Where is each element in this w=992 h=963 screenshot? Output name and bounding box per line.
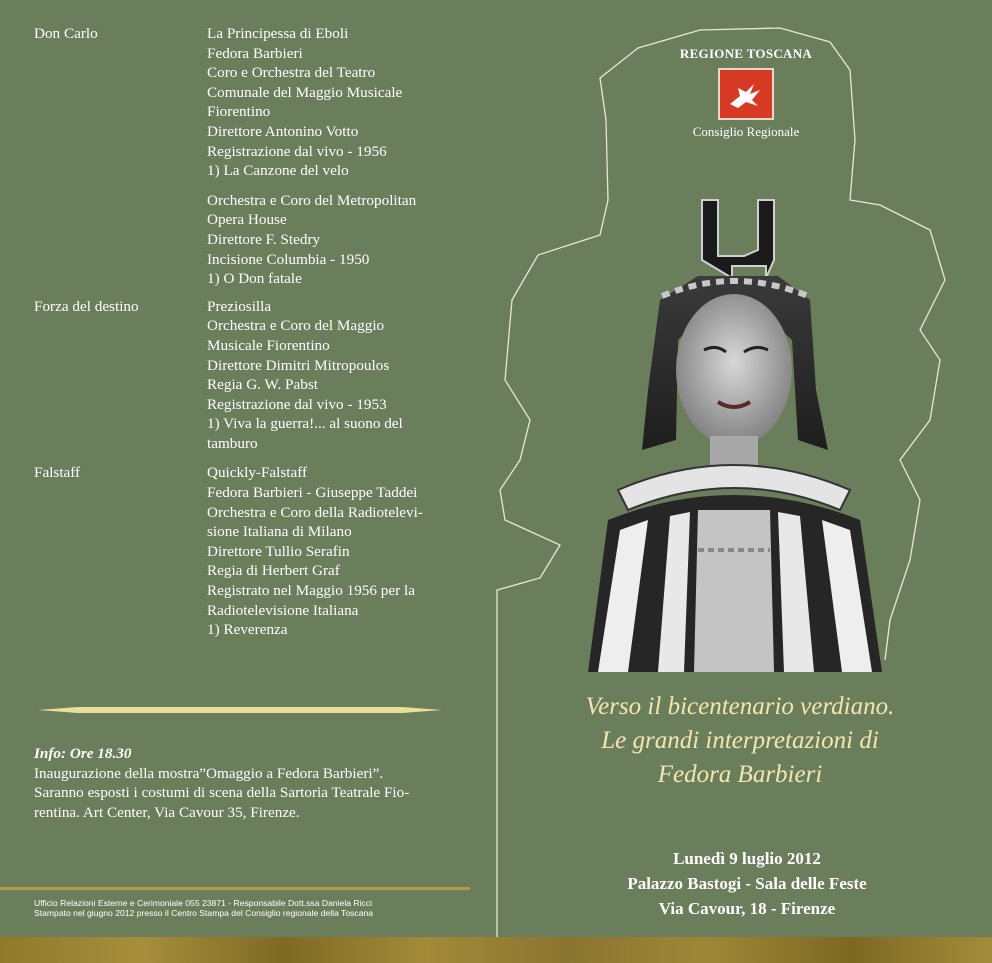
detail-line: 1) La Canzone del velo (207, 162, 349, 180)
regione-toscana-logo (660, 46, 832, 140)
info-line: Inaugurazione della mostra”Omaggio a Fedora Barbieri”. (34, 764, 384, 782)
detail-line: Fedora Barbieri (207, 44, 303, 62)
detail-line: Orchestra e Coro della Radiotelevi- (207, 503, 423, 521)
detail-line: Coro e Orchestra del Teatro (207, 64, 376, 82)
detail-line: Radiotelevisione Italiana (207, 601, 359, 619)
detail-line: Registrazione dal vivo - 1953 (207, 395, 387, 413)
detail-line: sione Italiana di Milano (207, 523, 352, 541)
detail-line: Registrato nel Maggio 1956 per la (207, 582, 415, 600)
region-council: Consiglio Regionale (692, 124, 800, 139)
detail-line: Orchestra e Coro del Metropolitan (207, 191, 417, 209)
detail-line: Orchestra e Coro del Maggio (207, 317, 385, 335)
fedora-barbieri-portrait (578, 190, 890, 672)
title-line: Verso il bicentenario verdiano. (585, 693, 895, 720)
opera-title: Don Carlo (34, 25, 98, 42)
opera-title: Falstaff (34, 464, 81, 482)
detail-line: 1) Viva la guerra!... al suono del (207, 415, 403, 433)
event-details (560, 846, 934, 921)
detail-line: Opera House (207, 211, 287, 229)
detail-line: Regia di Herbert Graf (207, 562, 340, 580)
event-date: Lunedì 9 luglio 2012 (673, 849, 821, 868)
detail-line: 1) O Don fatale (207, 270, 302, 288)
footer-line: Stampato nel giugno 2012 presso il Centro Stampa del Consiglio regionale della Toscana (34, 908, 374, 918)
info-line: Saranno esposti i costumi di scena della Sartoria Teatrale Fio- (34, 784, 410, 802)
detail-line: Direttore F. Stedry (207, 230, 321, 248)
detail-line: Regia G. W. Pabst (207, 376, 318, 394)
detail-line: Quickly-Falstaff (207, 464, 308, 482)
detail-line: Preziosilla (207, 297, 272, 315)
footer-line: Ufficio Relazioni Esterne e Cerimoniale 055 23871 - Responsabile Dott.ssa Daniela Ricci (34, 898, 373, 908)
event-address: Via Cavour, 18 - Firenze (658, 899, 836, 918)
detail-line: Incisione Columbia - 1950 (207, 250, 370, 268)
detail-line: Registrazione dal vivo - 1956 (207, 142, 387, 160)
info-heading: Info: Ore 18.30 (34, 745, 132, 762)
pegasus-emblem-icon (718, 68, 774, 120)
detail-line: Direttore Dimitri Mitropoulos (207, 356, 390, 374)
title-line: Le grandi interpretazioni di (601, 727, 879, 754)
title-line: Fedora Barbieri (657, 761, 823, 788)
info-line: rentina. Art Center, Via Cavour 35, Firenze. (34, 803, 300, 821)
detail-line: La Principessa di Eboli (207, 25, 349, 42)
detail-line: Fiorentino (207, 103, 271, 121)
detail-line: Comunale del Maggio Musicale (207, 83, 403, 101)
detail-line: tamburo (207, 434, 258, 452)
detail-line: 1) Reverenza (207, 621, 288, 639)
detail-line: Direttore Antonino Votto (207, 122, 359, 140)
detail-line: Musicale Fiorentino (207, 336, 330, 354)
detail-line: Fedora Barbieri - Giuseppe Taddei (207, 484, 418, 502)
event-title (520, 690, 960, 792)
opera-title: Forza del destino (34, 297, 139, 315)
detail-line: Direttore Tullio Serafin (207, 542, 350, 560)
region-name: REGIONE TOSCANA (679, 46, 813, 61)
event-venue: Palazzo Bastogi - Sala delle Feste (627, 874, 867, 893)
